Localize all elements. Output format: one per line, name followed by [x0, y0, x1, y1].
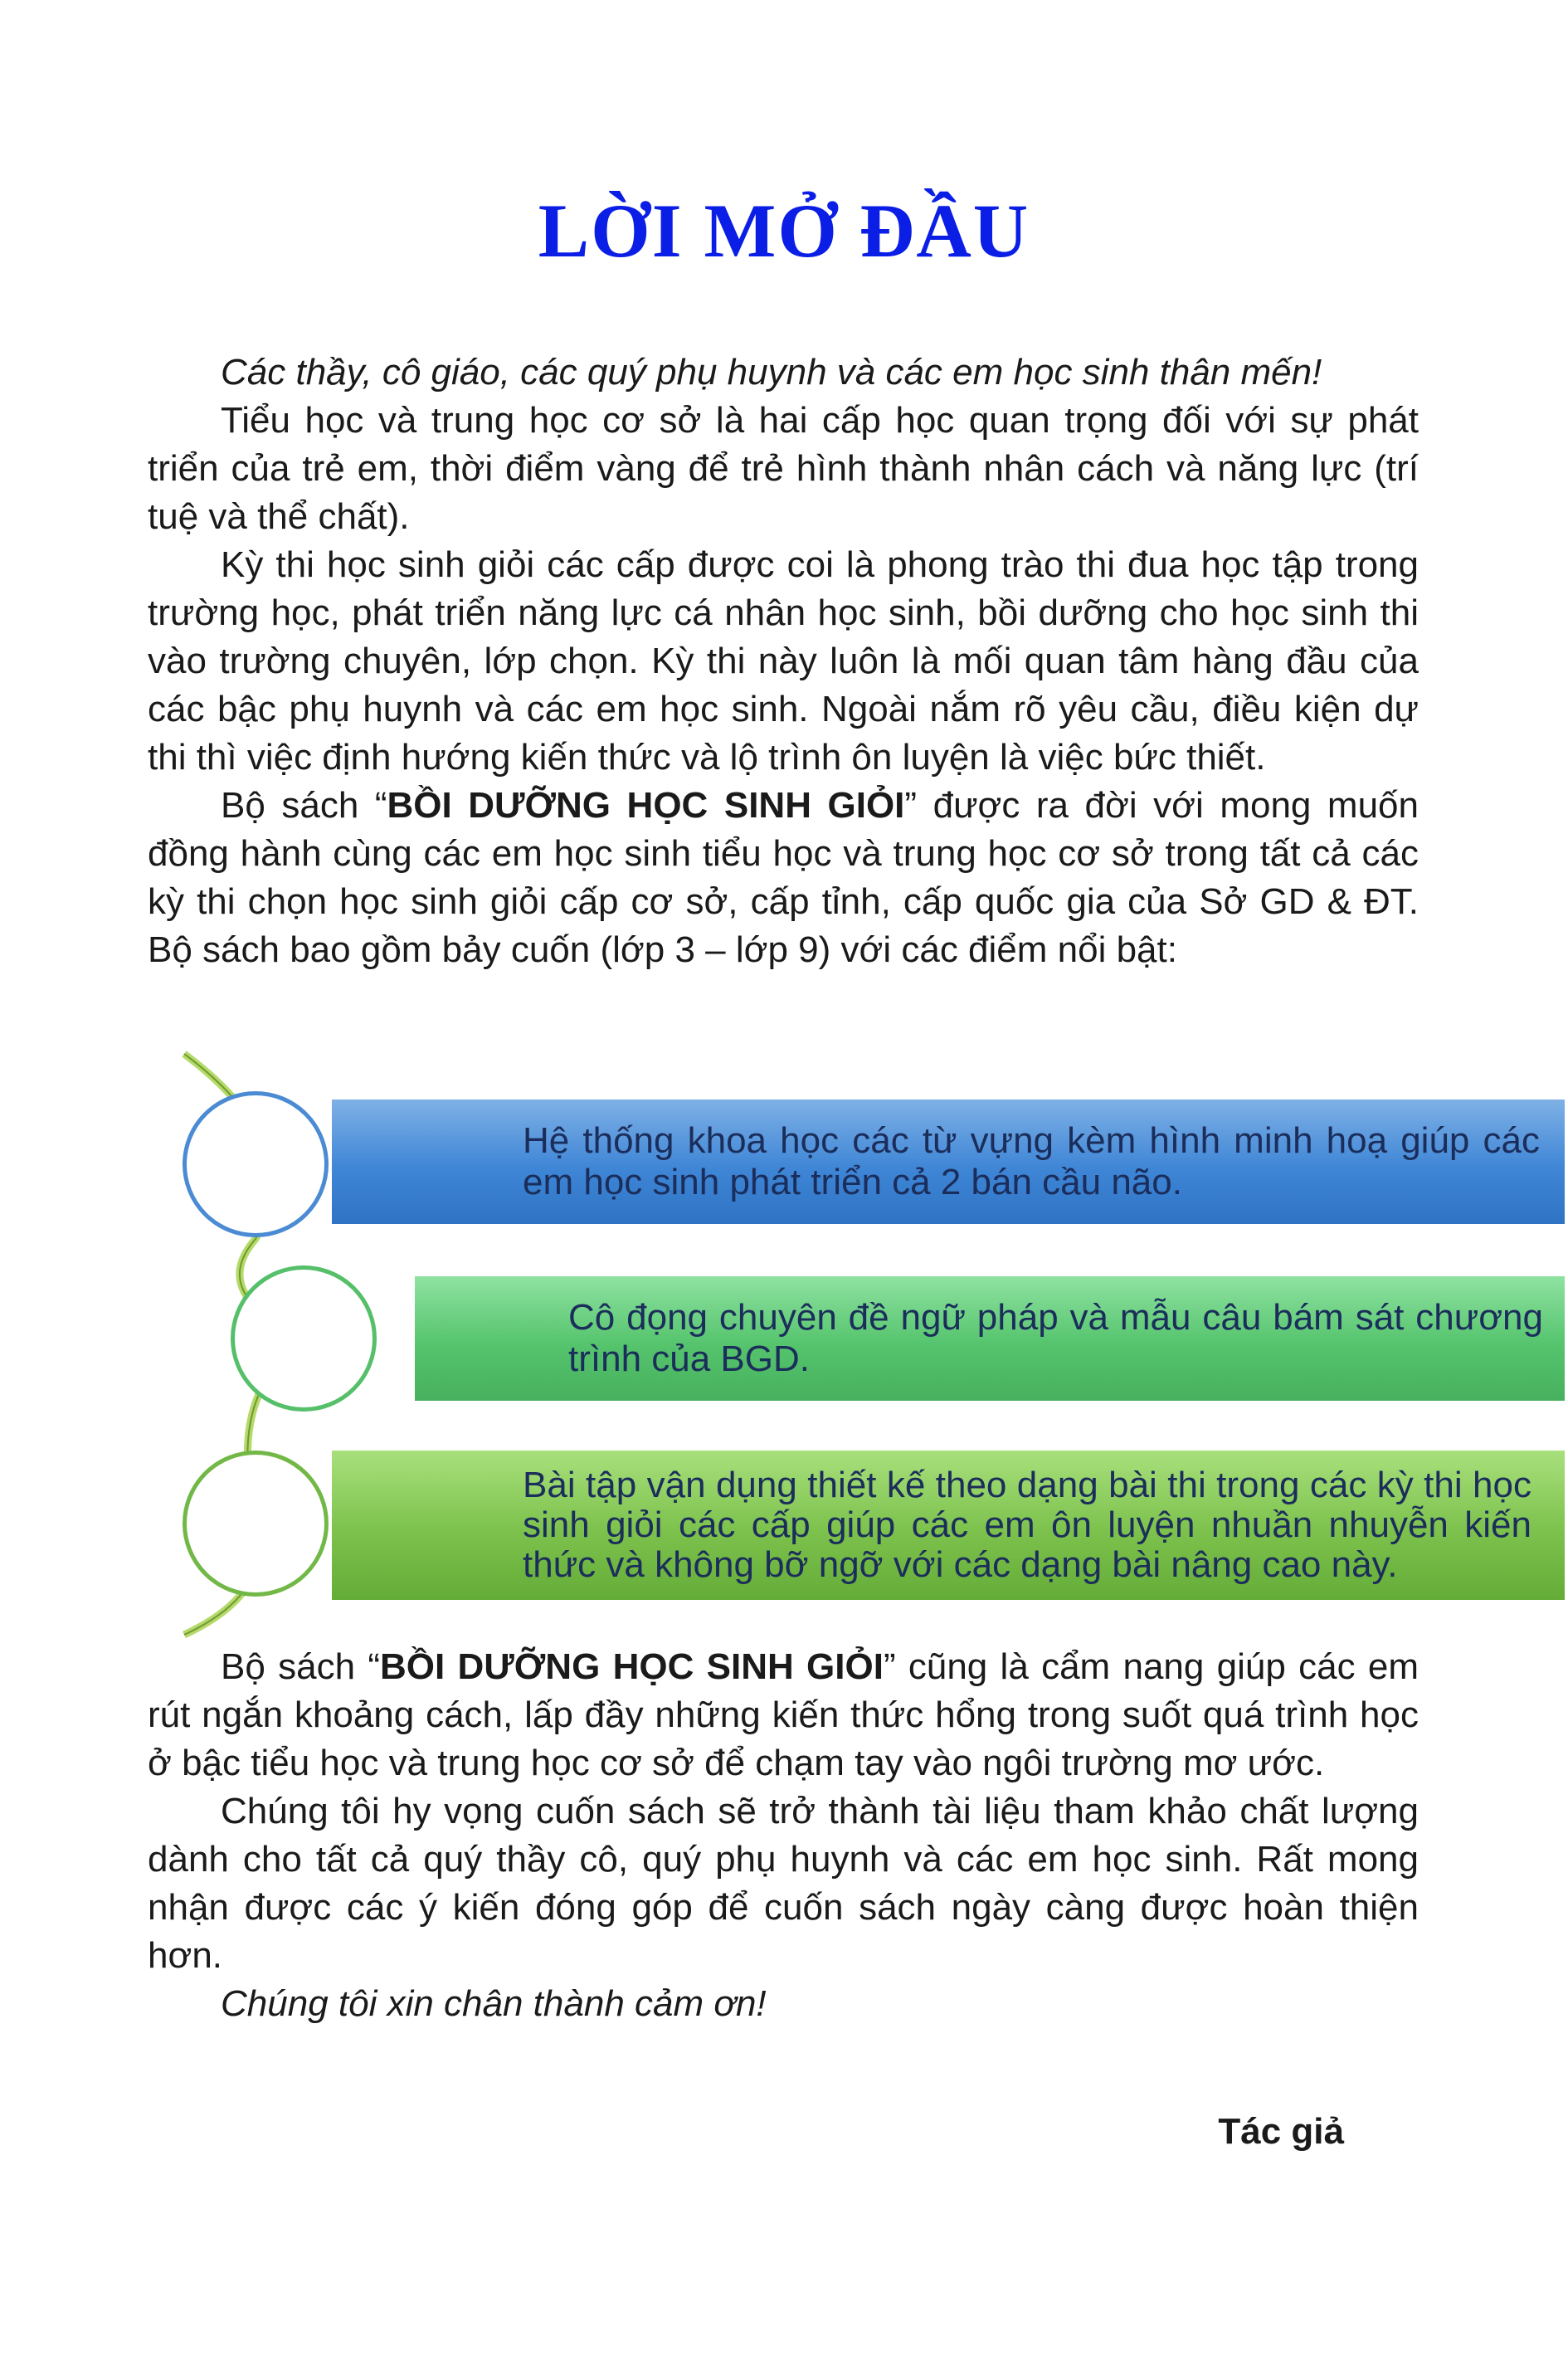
feature-text-2: Cô đọng chuyên đề ngữ pháp và mẫu câu bám sát chương trình của BGD. — [568, 1297, 1543, 1379]
para4-after: ” cũng là cẩm nang giúp các em rút ngắn khoảng cách, lấp đầy những kiến thức hổng trong suốt quá trình học ở bậc tiểu học và trung học cơ sở để chạm tay vào ngôi trường mơ ước. — [148, 1646, 1419, 1783]
feature-circle-2 — [231, 1265, 377, 1412]
paragraph-4 — [148, 1643, 1419, 1787]
para3-before: Bộ sách “ — [221, 785, 387, 826]
paragraph-5: Chúng tôi hy vọng cuốn sách sẽ trở thành tài liệu tham khảo chất lượng dành cho tất cả quý thầy cô, quý phụ huynh và các em học sinh. Rất mong nhận được các ý kiến đóng góp để cuốn sách ngày càng được hoàn thiện hơn. — [148, 1791, 1419, 1976]
feature-circle-3 — [183, 1451, 329, 1597]
book-series-name-2: BỒI DƯỠNG HỌC SINH GIỎI — [379, 1646, 884, 1687]
paragraph-intro-3 — [148, 782, 1419, 974]
feature-bar-1 — [332, 1100, 1565, 1224]
author-signature: Tác giả — [1218, 2111, 1344, 2152]
feature-circle-1 — [183, 1091, 329, 1237]
paragraph-intro-2: Kỳ thi học sinh giỏi các cấp được coi là phong trào thi đua học tập trong trường học, phát triển năng lực cá nhân học sinh, bồi dưỡng cho học sinh thi vào trường chuyên, lớp chọn. Kỳ thi này luôn là mối quan tâm hàng đầu của các bậc phụ huynh và các em học sinh. Ngoài nắm rõ yêu cầu, điều kiện dự thi thì việc định hướng kiến thức và lộ trình ôn luyện là việc bức thiết. — [148, 544, 1419, 778]
book-series-name: BỒI DƯỠNG HỌC SINH GIỎI — [387, 785, 905, 826]
feature-bar-3 — [332, 1451, 1565, 1600]
feature-bar-2 — [415, 1276, 1565, 1401]
feature-text-1: Hệ thống khoa học các từ vựng kèm hình minh hoạ giúp các em học sinh phát triển cả 2 bán cầu não. — [523, 1120, 1540, 1202]
page-title: LỜI MỞ ĐẦU — [538, 188, 1030, 273]
paragraph-intro-1: Tiểu học và trung học cơ sở là hai cấp học quan trọng đối với sự phát triển của trẻ em, thời điểm vàng để trẻ hình thành nhân cách và năng lực (trí tuệ và thể chất). — [148, 400, 1419, 537]
closing-line: Chúng tôi xin chân thành cảm ơn! — [221, 1983, 767, 2024]
features-diagram — [166, 1046, 1543, 1643]
para4-before: Bộ sách “ — [221, 1646, 380, 1687]
conclusion-section — [148, 1643, 1419, 2028]
intro-section — [148, 349, 1419, 974]
feature-text-3: Bài tập vận dụng thiết kế theo dạng bài thi trong các kỳ thi học sinh giỏi các cấp giúp các em ôn luyện nhuần nhuyễn kiến thức và không bỡ ngỡ với các dạng bài nâng cao này. — [523, 1465, 1531, 1585]
greeting: Các thầy, cô giáo, các quý phụ huynh và các em học sinh thân mến! — [221, 352, 1322, 393]
para3-after: ” được ra đời với mong muốn đồng hành cùng các em học sinh tiểu học và trung học cơ sở trong tất cả các kỳ thi chọn học sinh giỏi cấp cơ sở, cấp tỉnh, cấp quốc gia của Sở GD & ĐT. Bộ sách bao gồm bảy cuốn (lớp 3 – lớp 9) với các điểm nổi bật: — [148, 785, 1419, 970]
